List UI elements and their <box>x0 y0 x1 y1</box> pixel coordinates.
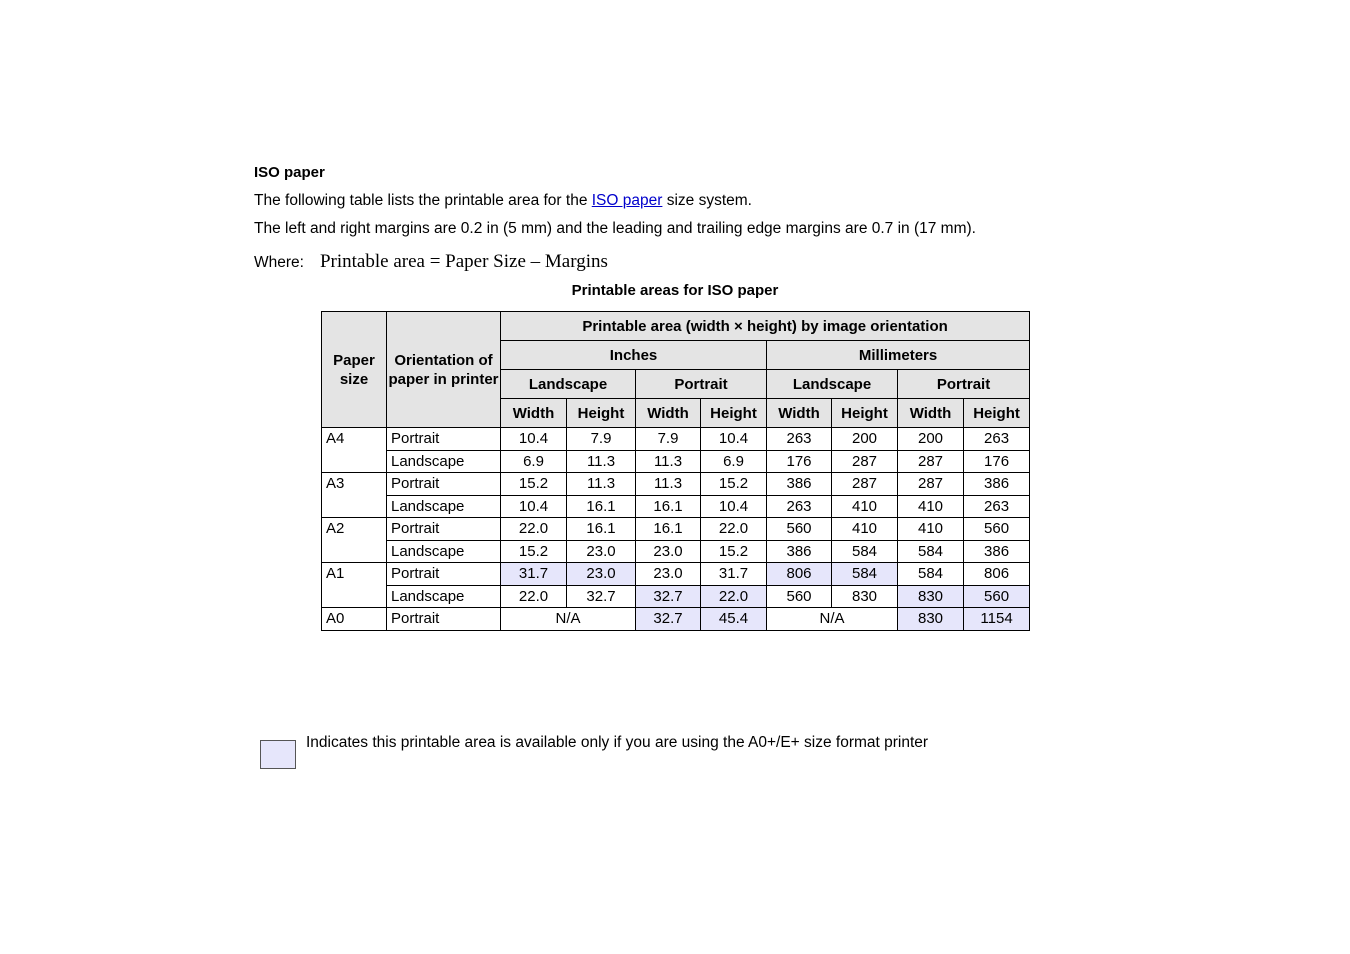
highlighted-value-cell: 23.0 <box>567 563 636 586</box>
value-cell: 15.2 <box>701 540 767 563</box>
value-cell: 10.4 <box>501 428 567 451</box>
value-cell: 15.2 <box>501 473 567 496</box>
highlighted-value-cell: 32.7 <box>636 585 701 608</box>
value-cell: 16.1 <box>567 518 636 541</box>
orientation-cell: Portrait <box>387 428 501 451</box>
value-cell: 410 <box>832 495 898 518</box>
table-caption: Printable areas for ISO paper <box>571 282 779 299</box>
value-cell: 16.1 <box>636 495 701 518</box>
highlighted-value-cell: 22.0 <box>701 585 767 608</box>
value-cell: 287 <box>832 473 898 496</box>
value-cell: 263 <box>964 428 1030 451</box>
value-cell: 15.2 <box>501 540 567 563</box>
highlighted-value-cell: 830 <box>898 585 964 608</box>
value-cell: 7.9 <box>567 428 636 451</box>
orientation-cell: Portrait <box>387 518 501 541</box>
value-cell: 200 <box>898 428 964 451</box>
value-cell: 23.0 <box>567 540 636 563</box>
value-cell: 806 <box>964 563 1030 586</box>
table-row <box>322 563 1030 586</box>
value-cell: 22.0 <box>701 518 767 541</box>
iso-paper-link[interactable]: ISO paper <box>591 192 663 209</box>
mm-landscape-header: Landscape <box>767 370 898 399</box>
value-cell: 176 <box>767 450 832 473</box>
paper-size-cell: A2 <box>322 518 387 563</box>
intro-text-end: size system. <box>662 192 752 209</box>
printable-area-group-header: Printable area (width × height) by image orientation <box>501 312 1030 341</box>
section-title: ISO paper <box>254 164 325 181</box>
highlighted-value-cell: 560 <box>964 585 1030 608</box>
value-cell: 386 <box>767 540 832 563</box>
value-cell: 386 <box>767 473 832 496</box>
value-cell: 410 <box>832 518 898 541</box>
value-cell: 10.4 <box>501 495 567 518</box>
value-cell: 263 <box>767 495 832 518</box>
value-cell: 7.9 <box>636 428 701 451</box>
orientation-cell: Landscape <box>387 450 501 473</box>
orientation-cell: Landscape <box>387 540 501 563</box>
value-cell: 560 <box>964 518 1030 541</box>
highlighted-value-cell: 806 <box>767 563 832 586</box>
value-cell: 386 <box>964 540 1030 563</box>
table-row <box>322 540 1030 563</box>
legend-swatch <box>260 740 296 769</box>
highlighted-value-cell: 584 <box>832 563 898 586</box>
width-header: Width <box>636 399 701 428</box>
value-cell: 6.9 <box>701 450 767 473</box>
highlighted-value-cell: 830 <box>898 608 964 631</box>
width-header: Width <box>898 399 964 428</box>
printable-area-table <box>321 311 1030 631</box>
highlighted-value-cell: 32.7 <box>636 608 701 631</box>
orientation-cell: Landscape <box>387 495 501 518</box>
table-row <box>322 518 1030 541</box>
paper-size-cell: A1 <box>322 563 387 608</box>
value-cell: 10.4 <box>701 428 767 451</box>
value-cell: 32.7 <box>567 585 636 608</box>
value-cell: 830 <box>832 585 898 608</box>
value-cell: 560 <box>767 585 832 608</box>
orientation-cell: Portrait <box>387 563 501 586</box>
millimeters-header: Millimeters <box>767 341 1030 370</box>
value-cell: 287 <box>898 473 964 496</box>
highlighted-value-cell: 45.4 <box>701 608 767 631</box>
value-cell: 584 <box>832 540 898 563</box>
orientation-cell: Portrait <box>387 473 501 496</box>
value-cell: 15.2 <box>701 473 767 496</box>
formula <box>254 251 608 273</box>
value-cell: 287 <box>898 450 964 473</box>
highlighted-value-cell: 31.7 <box>501 563 567 586</box>
height-header: Height <box>832 399 898 428</box>
value-cell: 16.1 <box>636 518 701 541</box>
inches-portrait-header: Portrait <box>636 370 767 399</box>
table-row <box>322 428 1030 451</box>
value-cell: 31.7 <box>701 563 767 586</box>
table-row <box>322 608 1030 631</box>
paper-size-header: Paper size <box>322 312 387 428</box>
paper-size-cell: A3 <box>322 473 387 518</box>
value-cell: 11.3 <box>567 450 636 473</box>
value-cell: 176 <box>964 450 1030 473</box>
value-cell: 11.3 <box>636 473 701 496</box>
highlighted-value-cell: 1154 <box>964 608 1030 631</box>
formula-label: Where: <box>254 254 304 271</box>
orientation-cell: Portrait <box>387 608 501 631</box>
inches-header: Inches <box>501 341 767 370</box>
value-cell: 16.1 <box>567 495 636 518</box>
value-cell: 11.3 <box>636 450 701 473</box>
orientation-header: Orientation of paper in printer <box>387 312 501 428</box>
value-cell: 6.9 <box>501 450 567 473</box>
intro-text-start: The following table lists the printable area for the <box>254 192 592 209</box>
value-cell: 23.0 <box>636 540 701 563</box>
value-cell: 200 <box>832 428 898 451</box>
width-header: Width <box>501 399 567 428</box>
table-row <box>322 495 1030 518</box>
formula-expression: Printable area = Paper Size – Margins <box>319 251 608 272</box>
value-cell: 560 <box>767 518 832 541</box>
value-cell: 410 <box>898 495 964 518</box>
value-cell: 287 <box>832 450 898 473</box>
height-header: Height <box>567 399 636 428</box>
na-cell: N/A <box>767 608 898 631</box>
na-cell: N/A <box>501 608 636 631</box>
value-cell: 11.3 <box>567 473 636 496</box>
value-cell: 10.4 <box>701 495 767 518</box>
height-header: Height <box>964 399 1030 428</box>
value-cell: 263 <box>964 495 1030 518</box>
margins-paragraph: The left and right margins are 0.2 in (5 mm) and the leading and trailing edge margins are 0.7 in (17 mm). <box>254 220 976 237</box>
value-cell: 263 <box>767 428 832 451</box>
value-cell: 584 <box>898 563 964 586</box>
height-header: Height <box>701 399 767 428</box>
width-header: Width <box>767 399 832 428</box>
value-cell: 584 <box>898 540 964 563</box>
value-cell: 386 <box>964 473 1030 496</box>
value-cell: 23.0 <box>636 563 701 586</box>
value-cell: 410 <box>898 518 964 541</box>
table-row <box>322 585 1030 608</box>
table-row <box>322 473 1030 496</box>
paper-size-cell: A4 <box>322 428 387 473</box>
paper-size-cell: A0 <box>322 608 387 631</box>
value-cell: 22.0 <box>501 585 567 608</box>
intro-paragraph <box>254 192 752 210</box>
mm-portrait-header: Portrait <box>898 370 1030 399</box>
table-row <box>322 450 1030 473</box>
inches-landscape-header: Landscape <box>501 370 636 399</box>
legend-text: Indicates this printable area is available only if you are using the A0+/E+ size format printer <box>306 734 929 751</box>
value-cell: 22.0 <box>501 518 567 541</box>
orientation-cell: Landscape <box>387 585 501 608</box>
